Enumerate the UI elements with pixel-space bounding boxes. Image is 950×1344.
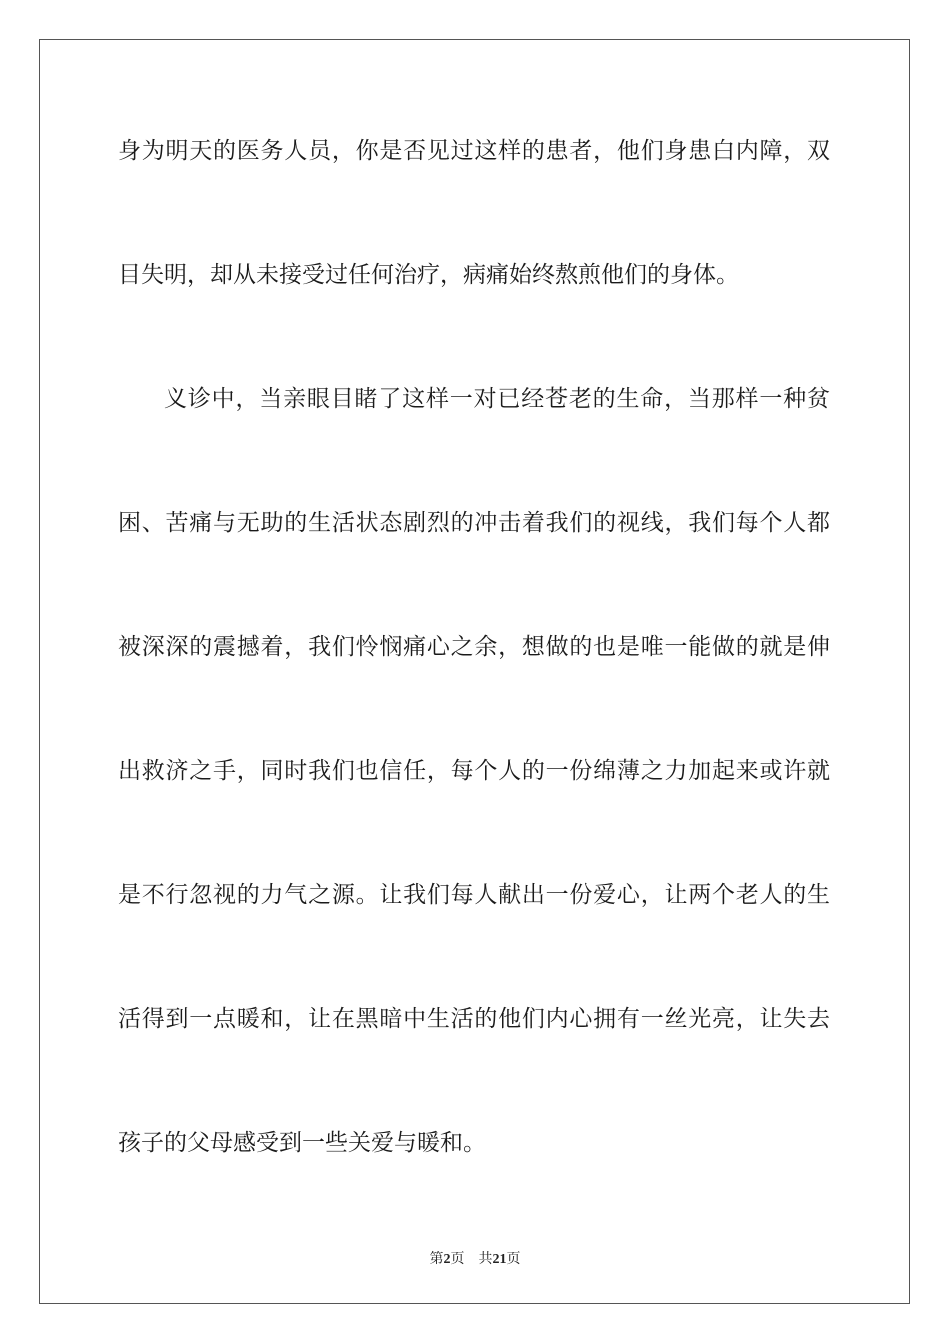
page-border [39, 39, 910, 1304]
page-prefix: 第 [429, 1252, 444, 1267]
paragraph-2-line-3: 被深深的震撼着，我们怜悯痛心之余，想做的也是唯一能做的就是伸 [118, 634, 830, 660]
paragraph-2-line-6: 活得到一点暖和，让在黑暗中生活的他们内心拥有一丝光亮，让失去 [118, 1006, 830, 1032]
total-prefix: 共 [478, 1252, 493, 1267]
total-suffix: 页 [506, 1252, 521, 1267]
paragraph-2-line-7: 孩子的父母感受到一些关爱与暖和。 [118, 1130, 486, 1156]
paragraph-2-line-2: 困、苦痛与无助的生活状态剧烈的冲击着我们的视线，我们每个人都 [118, 510, 830, 536]
paragraph-2-line-1: 义诊中，当亲眼目睹了这样一对已经苍老的生命，当那样一种贫 [164, 386, 830, 412]
total-pages: 21 [492, 1252, 507, 1267]
paragraph-1-line-2: 目失明，却从未接受过任何治疗，病痛始终熬煎他们的身体。 [118, 262, 739, 288]
page-footer [0, 1248, 950, 1268]
page-suffix: 页 [450, 1252, 465, 1267]
paragraph-2-line-4: 出救济之手，同时我们也信任，每个人的一份绵薄之力加起来或许就 [118, 758, 830, 784]
paragraph-1-line-1: 身为明天的医务人员，你是否见过这样的患者，他们身患白内障，双 [118, 138, 830, 164]
paragraph-2-line-5: 是不行忽视的力气之源。让我们每人献出一份爱心，让两个老人的生 [118, 882, 830, 908]
page-number: 2 [443, 1252, 451, 1267]
